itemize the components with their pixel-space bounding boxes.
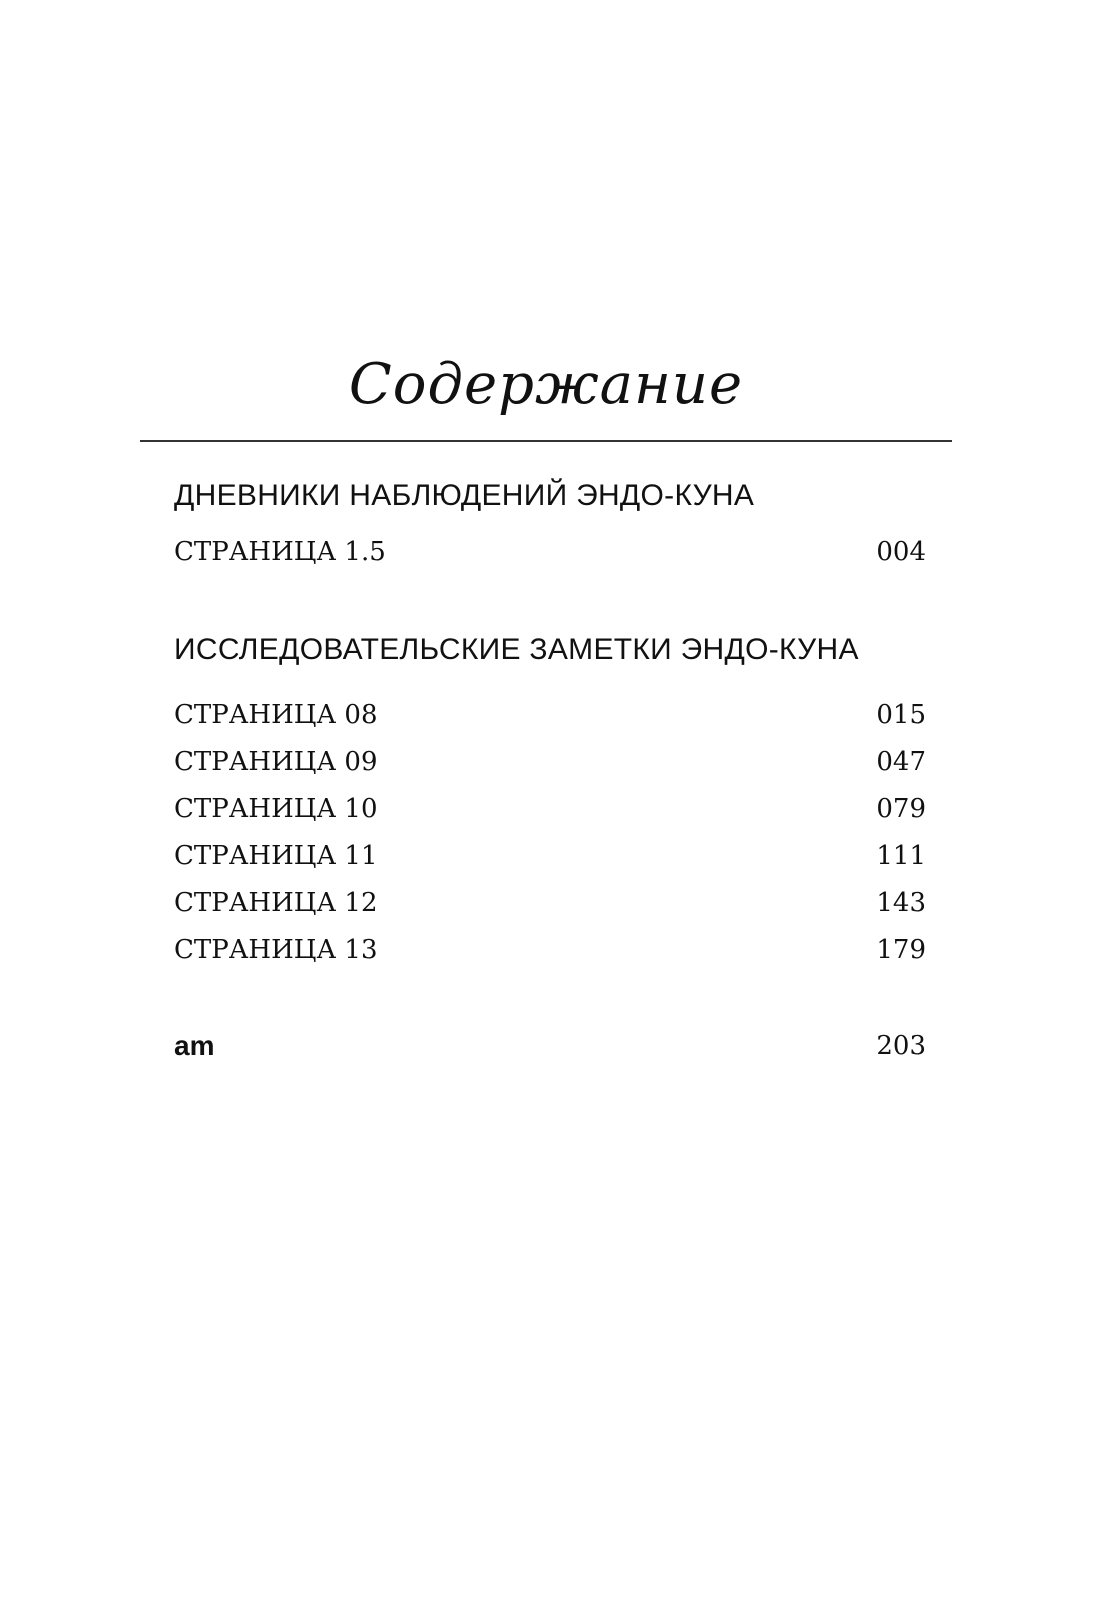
toc-entry[interactable] [174,791,926,827]
toc-entry-page-number: 004 [876,537,926,567]
toc-entry[interactable] [174,744,926,780]
toc-entry[interactable] [174,885,926,921]
title-divider [140,440,952,442]
toc-entry[interactable] [174,932,926,968]
toc-entry-label: am [174,1030,215,1061]
toc-entry-page-number: 111 [876,841,926,871]
toc-entry-label: СТРАНИЦА 08 [174,700,378,730]
toc-entry-page-number: 143 [876,888,926,918]
toc-entry-label: СТРАНИЦА 11 [174,841,378,871]
toc-entry-label: СТРАНИЦА 10 [174,794,378,824]
toc-entry[interactable] [174,697,926,733]
toc-entry[interactable] [174,534,926,570]
page-title: Содержание [348,352,744,417]
toc-entry-page-number: 203 [876,1031,926,1061]
toc-entry-label: СТРАНИЦА 09 [174,747,378,777]
toc-entry[interactable] [174,838,926,874]
toc-entry-afterword[interactable] [174,1028,926,1064]
section-heading-research-notes: ИССЛЕДОВАТЕЛЬСКИЕ ЗАМЕТКИ ЭНДО-КУНА [174,633,859,666]
section-heading-observation-diaries: ДНЕВНИКИ НАБЛЮДЕНИЙ ЭНДО-КУНА [174,479,755,512]
toc-entry-page-number: 179 [876,935,926,965]
toc-entry-label: СТРАНИЦА 12 [174,888,378,918]
toc-entry-page-number: 015 [876,700,926,730]
toc-entry-page-number: 047 [876,747,926,777]
toc-entry-label: СТРАНИЦА 1.5 [174,537,386,567]
toc-entry-page-number: 079 [876,794,926,824]
toc-entry-label: СТРАНИЦА 13 [174,935,378,965]
